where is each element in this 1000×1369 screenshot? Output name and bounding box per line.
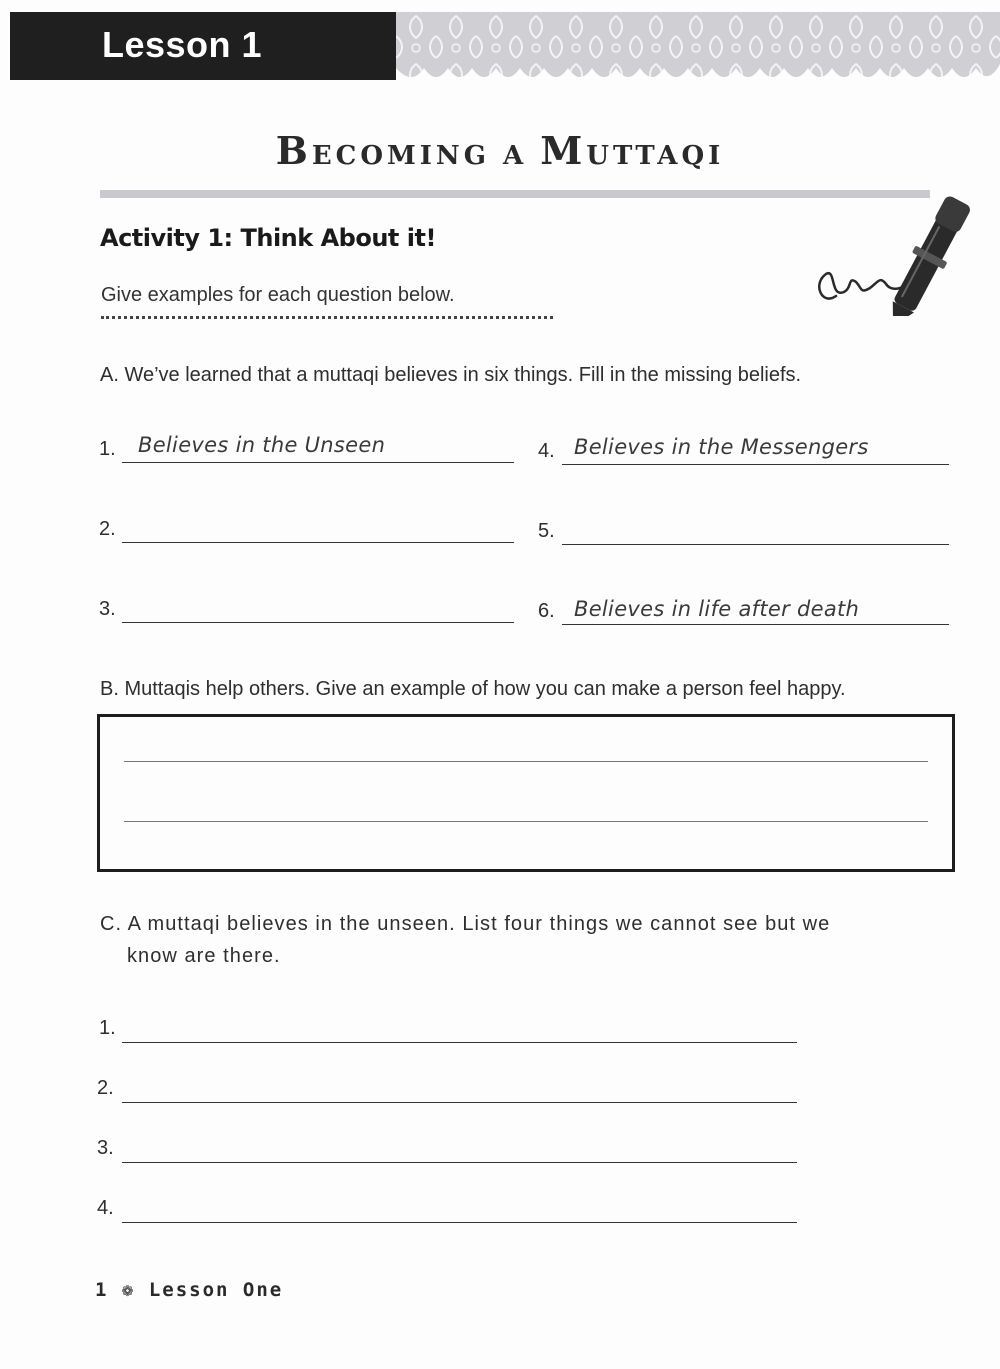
title-first-cap: B (275, 128, 312, 173)
belief-3-line[interactable] (122, 622, 514, 623)
answer-line-2[interactable] (124, 821, 928, 822)
unseen-4-line[interactable] (122, 1222, 797, 1223)
belief-6-number: 6. (538, 600, 555, 622)
belief-6-answer: Believes in life after death (574, 597, 860, 621)
lesson-label: Lesson 1 (102, 24, 263, 65)
belief-1-answer: Believes in the Unseen (138, 433, 386, 457)
title-second-rest: UTTAQI (586, 141, 725, 171)
belief-2-line[interactable] (122, 542, 514, 543)
belief-4-number: 4. (538, 440, 555, 462)
pen-icon (808, 166, 988, 316)
section-c-question-line1: C. A muttaqi believes in the unseen. List four things we cannot see but we (100, 913, 831, 935)
unseen-3-number: 3. (97, 1137, 114, 1159)
unseen-3-line[interactable] (122, 1162, 797, 1163)
belief-1-number: 1. (99, 438, 116, 460)
belief-3-number: 3. (99, 598, 116, 620)
footer-label: Lesson One (148, 1279, 284, 1301)
title-first-rest: ECOMING A (311, 141, 541, 171)
belief-4-answer: Believes in the Messengers (574, 435, 869, 459)
lesson-tab (10, 12, 396, 80)
belief-5-line[interactable] (562, 544, 949, 545)
title-rule (100, 190, 930, 198)
answer-line-1[interactable] (124, 761, 928, 762)
unseen-1-line[interactable] (122, 1042, 797, 1043)
instructions-text: Give examples for each question below. (101, 284, 455, 306)
page-number: 1 (95, 1279, 109, 1301)
unseen-1-number: 1. (99, 1017, 116, 1039)
unseen-2-number: 2. (97, 1077, 114, 1099)
section-b-question: B. Muttaqis help others. Give an example of how you can make a person feel happy. (100, 678, 846, 700)
page-footer (95, 1279, 283, 1301)
section-a-question: A. We’ve learned that a muttaqi believes in six things. Fill in the missing beliefs. (100, 364, 802, 386)
belief-2-number: 2. (99, 518, 116, 540)
section-c-question-line2: know are there. (127, 945, 281, 967)
belief-1-line[interactable] (122, 462, 514, 463)
answer-box[interactable] (97, 714, 955, 872)
belief-6-line[interactable] (562, 624, 949, 625)
belief-5-number: 5. (538, 520, 555, 542)
unseen-4-number: 4. (97, 1197, 114, 1219)
belief-4-line[interactable] (562, 464, 949, 465)
ornament-band-icon (396, 12, 1000, 86)
title-second-cap: M (540, 128, 587, 173)
instructions-underline (101, 316, 553, 319)
flower-icon: ❁ (121, 1279, 136, 1301)
unseen-2-line[interactable] (122, 1102, 797, 1103)
activity-heading: Activity 1: Think About it! (100, 224, 436, 252)
